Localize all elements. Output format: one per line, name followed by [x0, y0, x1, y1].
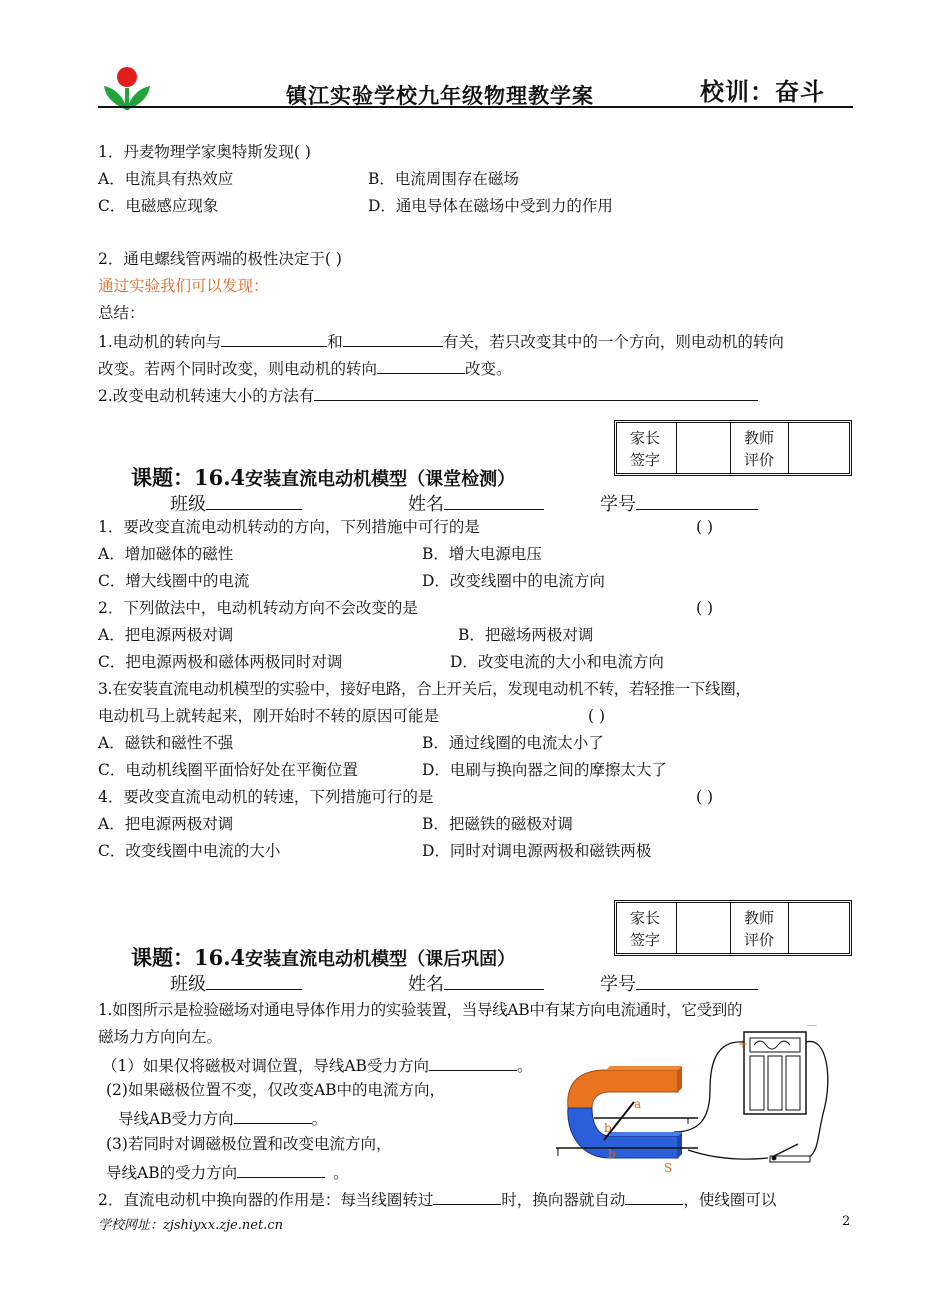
s1-q2-option-a: A．把电源两极对调: [98, 626, 234, 644]
summary-1-text-c: 有关，若只改变其中的一个方向，则电动机的转向: [442, 333, 784, 351]
switch-icon: [770, 1144, 810, 1162]
section-1-student-info: [170, 490, 302, 516]
s1-question-2: 2．下列做法中，电动机转动方向不会改变的是: [98, 599, 418, 617]
school-motto: 校训：奋斗: [700, 77, 825, 106]
q2-text-b: 时，换向器就自动: [501, 1191, 626, 1209]
signature-box-2: [614, 900, 852, 956]
summary-1-text-b: 和: [327, 333, 343, 351]
label-b-lower: b: [608, 1147, 616, 1161]
q1-option-b: B．电流周围存在磁场: [368, 170, 519, 188]
plus-sign: +: [738, 1037, 749, 1051]
q1-option-d: D．通电导体在磁场中受到力的作用: [368, 197, 613, 215]
s1-q1-option-b: B．增大电源电压: [422, 545, 542, 563]
s1-q4-option-c: C．改变线圈中电流的大小: [98, 842, 281, 860]
name-label: 姓名: [408, 974, 444, 995]
sub-1-blank[interactable]: [429, 1055, 517, 1071]
title-prefix: 课题：: [131, 945, 194, 970]
section-1-id-info: [600, 490, 758, 516]
s2-question-2: [98, 1189, 776, 1209]
section-2-title: [131, 942, 515, 972]
s1-q4-option-b: B．把磁铁的磁极对调: [422, 815, 573, 833]
sub-2-end: 。: [311, 1110, 328, 1128]
discovery-heading: 通过实验我们可以发现：: [98, 277, 269, 295]
s1-q2-paren: ( ): [696, 599, 714, 617]
summary-1-text-e: 改变。: [465, 360, 512, 378]
label-s: S: [664, 1161, 673, 1175]
section-1-title: [131, 462, 515, 492]
section-2-id-info: [600, 970, 758, 996]
s1-q4-option-d: D．同时对调电源两极和磁铁两极: [422, 842, 652, 860]
header-rule: [98, 106, 853, 108]
s1-q3-option-a: A．磁铁和磁性不强: [98, 734, 234, 752]
s1-q3-option-c: C．电动机线圈平面恰好处在平衡位置: [98, 761, 358, 779]
school-title: 镇江实验学校九年级物理教学案: [286, 83, 594, 108]
s1-q4-option-a: A．把电源两极对调: [98, 815, 234, 833]
s1-question-3-line-1: 3.在安装直流电动机模型的实验中，接好电路，合上开关后，发现电动机不转，若轻推一下线圈，: [98, 680, 751, 698]
s2-question-1-line-2: 磁场力方向向左。: [98, 1028, 223, 1046]
sub-2-blank[interactable]: [234, 1108, 312, 1124]
summary-1-text-d: 改变。若两个同时改变，则电动机的转向: [98, 360, 378, 378]
sub-3-text: 导线AB的受力方向: [106, 1164, 238, 1182]
q2-text-c: ，使线圈可以: [683, 1191, 777, 1209]
experiment-figure: [548, 1020, 853, 1182]
class-field[interactable]: [206, 974, 302, 990]
teacher-evaluation-label: 教师 评价: [743, 909, 774, 949]
summary-line-1b: [98, 358, 512, 378]
summary-heading: 总结：: [98, 304, 145, 322]
s1-q3-paren: ( ): [588, 707, 606, 725]
label-b-upper: b: [604, 1121, 612, 1135]
section-1-name-info: [408, 490, 544, 516]
blank-2[interactable]: [343, 331, 443, 347]
summary-1-text-a: 1.电动机的转向与: [98, 333, 222, 351]
s2-sub-1: [102, 1055, 532, 1075]
sub-1-text: （1）如果仅将磁极对调位置，导线AB受力方向: [102, 1057, 429, 1075]
s1-question-3-line-2: 电动机马上就转起来，刚开始时不转的原因可能是: [98, 707, 440, 725]
footer-website: 学校网址：zjshiyxx.zje.net.cn: [98, 1218, 284, 1233]
label-a: a: [634, 1097, 642, 1111]
class-label: 班级: [170, 974, 206, 995]
name-field[interactable]: [444, 494, 544, 510]
title-text: 安装直流电动机模型（课堂检测）: [245, 469, 516, 490]
s1-q3-option-d: D．电刷与换向器之间的摩擦太大了: [422, 761, 667, 779]
s1-question-4: 4．要改变直流电动机的转速，下列措施可行的是: [98, 788, 434, 806]
summary-2-text: 2.改变电动机转速大小的方法有: [98, 387, 315, 405]
s1-question-1: 1．要改变直流电动机转动的方向，下列措施中可行的是: [98, 518, 480, 536]
id-field[interactable]: [636, 974, 758, 990]
s2-sub-2-line-2: [118, 1108, 327, 1128]
question-2-text: 2．通电螺线管两端的极性决定于( ): [98, 250, 342, 268]
id-label: 学号: [600, 494, 636, 515]
sub-3-end: 。: [333, 1164, 349, 1182]
s1-q1-option-c: C．增大线圈中的电流: [98, 572, 250, 590]
s1-q4-paren: ( ): [696, 788, 714, 806]
id-field[interactable]: [636, 494, 758, 510]
page-number: 2: [842, 1214, 851, 1229]
question-1-text: 1．丹麦物理学家奥特斯发现( ): [98, 143, 311, 161]
signature-box-1: [614, 420, 852, 476]
s1-q1-option-d: D．改变线圈中的电流方向: [422, 572, 605, 590]
s2-sub-2-line-1: (2)如果磁极位置不变，仅改变AB中的电流方向，: [106, 1081, 446, 1099]
title-number: 16.4: [194, 945, 246, 970]
teacher-evaluation-label: 教师 评价: [743, 429, 774, 469]
s1-q1-paren: ( ): [696, 518, 714, 536]
name-label: 姓名: [408, 494, 444, 515]
q2-blank-2[interactable]: [625, 1189, 683, 1205]
minus-sign: －: [806, 1020, 819, 1033]
sub-3-blank[interactable]: [237, 1162, 325, 1178]
summary-line-2: [98, 385, 758, 405]
sub-1-end: 。: [516, 1057, 533, 1075]
summary-line-1: [98, 331, 784, 351]
blank-1[interactable]: [221, 331, 327, 347]
s1-q2-option-c: C．把电源两极和磁体两极同时对调: [98, 653, 343, 671]
parent-signature-label: 家长 签字: [629, 429, 660, 469]
s1-q2-option-d: D．改变电流的大小和电流方向: [450, 653, 664, 671]
parent-signature-label: 家长 签字: [629, 909, 660, 949]
q1-option-c: C．电磁感应现象: [98, 197, 219, 215]
s1-q1-option-a: A．增加磁体的磁性: [98, 545, 234, 563]
s2-question-1-line-1: 1.如图所示是检验磁场对通电导体作用力的实验装置，当导线AB中有某方向电流通时，它受到的: [98, 1001, 743, 1019]
class-field[interactable]: [206, 494, 302, 510]
title-prefix: 课题：: [131, 465, 194, 490]
class-label: 班级: [170, 494, 206, 515]
q1-option-a: A．电流具有热效应: [98, 170, 234, 188]
name-field[interactable]: [444, 974, 544, 990]
q2-blank-1[interactable]: [433, 1189, 501, 1205]
title-number: 16.4: [194, 465, 246, 490]
battery-icon: [744, 1032, 806, 1114]
sub-2-text: 导线AB受力方向: [118, 1110, 234, 1128]
blank-3[interactable]: [377, 358, 465, 374]
blank-4[interactable]: [314, 385, 758, 401]
section-2-name-info: [408, 970, 544, 996]
s2-sub-3-line-1: (3)若同时对调磁极位置和改变电流方向，: [106, 1135, 392, 1153]
s1-q2-option-b: B．把磁场两极对调: [458, 626, 594, 644]
q2-text-a: 2．直流电动机中换向器的作用是：每当线圈转过: [98, 1191, 434, 1209]
s2-sub-3-line-2: [106, 1162, 349, 1182]
title-text: 安装直流电动机模型（课后巩固）: [245, 949, 516, 970]
id-label: 学号: [600, 974, 636, 995]
section-2-student-info: [170, 970, 302, 996]
s1-q3-option-b: B．通过线圈的电流太小了: [422, 734, 604, 752]
